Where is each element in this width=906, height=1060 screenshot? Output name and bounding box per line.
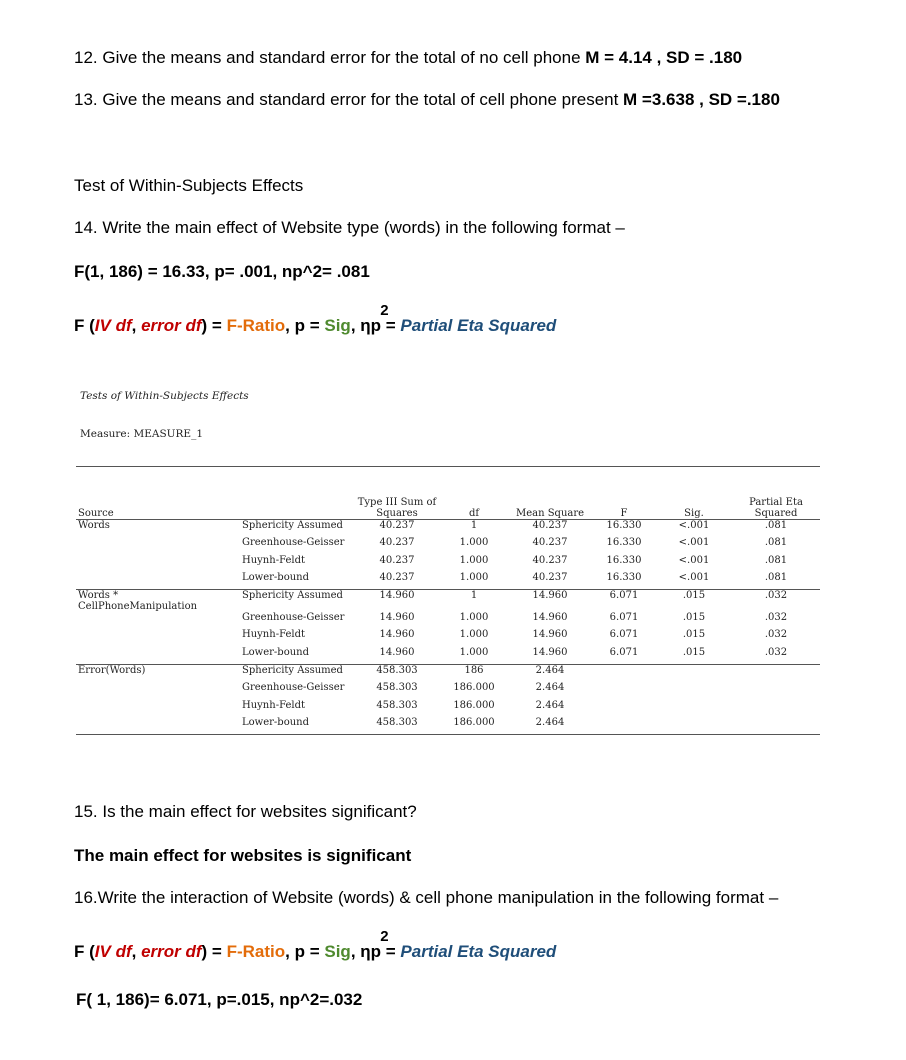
cell-sig: .015 <box>682 629 706 641</box>
cell-source <box>76 700 240 717</box>
cell-ss: 40.237 <box>379 520 415 531</box>
table-row <box>76 717 820 735</box>
cell-method: Huynh-Feldt <box>242 629 305 641</box>
question-13-answer: M =3.638 , SD =.180 <box>623 90 780 109</box>
cell-method: Lower-bound <box>240 717 354 735</box>
cell-f: 6.071 <box>609 646 639 658</box>
cell-ss: 14.960 <box>379 629 415 641</box>
cell-method: Lower-bound <box>242 646 310 658</box>
cell-method: Sphericity Assumed <box>242 520 343 531</box>
cell-sig: <.001 <box>678 571 710 583</box>
cell-partial-eta: .032 <box>764 612 788 624</box>
header-partial-eta: Partial Eta Squared <box>732 493 820 520</box>
cell-mean-square: 2.464 <box>535 682 565 694</box>
table-header-row <box>76 493 820 520</box>
format-comma: , <box>350 942 361 961</box>
format-eq: = <box>381 316 401 335</box>
format-close-eq: ) = <box>201 942 227 961</box>
table-row <box>76 682 820 699</box>
header-source: Source <box>76 493 240 520</box>
cell-method: Huynh-Feldt <box>242 699 305 711</box>
cell-f: 6.071 <box>592 590 656 613</box>
question-13-text: 13. Give the means and standard error for the total of cell phone present <box>74 90 624 109</box>
cell-sig <box>656 665 732 683</box>
cell-df: 1.000 <box>459 646 489 658</box>
cell-df: 1 <box>470 520 478 531</box>
cell-df: 186 <box>440 665 508 683</box>
cell-source <box>76 629 240 646</box>
spss-results-table <box>76 466 820 735</box>
cell-df: 186.000 <box>453 699 495 711</box>
cell-source: Error(Words) <box>76 665 240 683</box>
format-partial-eta: Partial Eta Squared <box>400 316 557 335</box>
format-comma: , <box>131 316 142 335</box>
cell-source: Words <box>78 520 110 531</box>
cell-mean-square: 2.464 <box>508 717 592 735</box>
cell-mean-square: 2.464 <box>508 665 592 683</box>
cell-sig: <.001 <box>678 537 710 549</box>
format-f-ratio: F-Ratio <box>226 942 286 961</box>
cell-mean-square: 14.960 <box>532 629 568 641</box>
cell-partial-eta: .081 <box>764 554 788 566</box>
header-df: df <box>440 493 508 520</box>
table-row <box>76 647 820 665</box>
header-ss: Type III Sum of Squares <box>354 493 440 520</box>
question-12 <box>74 48 742 68</box>
cell-partial-eta: .081 <box>764 537 788 549</box>
format-eta-superscript: 2 <box>380 302 389 319</box>
cell-ss: 40.237 <box>379 554 415 566</box>
cell-method: Lower-bound <box>242 571 310 583</box>
format-p-eq: , p = <box>285 942 325 961</box>
format-template-2 <box>74 928 557 962</box>
cell-f: 6.071 <box>609 612 639 624</box>
question-12-text: 12. Give the means and standard error for the total of no cell phone <box>74 48 586 67</box>
format-iv-df: IV df <box>94 942 132 961</box>
cell-partial-eta: .032 <box>764 646 788 658</box>
table-row <box>76 555 820 572</box>
cell-source: Words * CellPhoneManipulation <box>76 590 240 613</box>
table-top-rule <box>76 467 820 494</box>
cell-sig <box>656 717 732 735</box>
format-eta-superscript: 2 <box>380 928 389 945</box>
question-13 <box>74 90 780 110</box>
table-row <box>76 572 820 590</box>
cell-method: Huynh-Feldt <box>242 554 305 566</box>
table-row <box>76 520 820 538</box>
cell-f: 16.330 <box>606 554 642 566</box>
format-p-eq: , p = <box>285 316 325 335</box>
table-row <box>76 629 820 646</box>
cell-ss: 14.960 <box>379 646 415 658</box>
cell-mean-square: 40.237 <box>532 571 568 583</box>
question-15-answer: The main effect for websites is significant <box>74 846 412 865</box>
cell-source <box>76 612 240 629</box>
cell-f <box>592 717 656 735</box>
cell-source <box>76 555 240 572</box>
spss-measure-label: Measure: MEASURE_1 <box>80 428 204 440</box>
cell-df: 1 <box>440 590 508 613</box>
cell-partial-eta <box>732 717 820 735</box>
cell-source <box>76 647 240 665</box>
cell-df: 186.000 <box>453 682 495 694</box>
format-comma: , <box>350 316 361 335</box>
format-sig: Sig <box>324 316 351 335</box>
cell-sig: <.001 <box>678 520 710 531</box>
cell-mean-square: 14.960 <box>532 612 568 624</box>
format-eta <box>360 928 389 962</box>
cell-ss: 458.303 <box>376 699 418 711</box>
format-eta-symbol: ηp <box>360 942 382 961</box>
question-16-answer: F( 1, 186)= 6.071, p=.015, np^2=.032 <box>76 990 363 1009</box>
cell-partial-eta <box>732 665 820 683</box>
cell-sig <box>656 700 732 717</box>
cell-ss: 40.237 <box>379 537 415 549</box>
cell-f: 16.330 <box>606 571 642 583</box>
cell-ss: 458.303 <box>376 682 418 694</box>
cell-df: 186.000 <box>440 717 508 735</box>
cell-ss: 458.303 <box>354 665 440 683</box>
cell-partial-eta: .032 <box>764 629 788 641</box>
cell-source <box>76 572 240 590</box>
table-row <box>76 537 820 554</box>
cell-partial-eta: .081 <box>764 571 788 583</box>
cell-source <box>76 682 240 699</box>
table-row <box>76 665 820 683</box>
cell-ss: 40.237 <box>379 571 415 583</box>
cell-sig: <.001 <box>678 554 710 566</box>
table-row <box>76 612 820 629</box>
cell-method: Greenhouse-Geisser <box>242 682 345 694</box>
cell-mean-square: 40.237 <box>532 520 568 531</box>
cell-f <box>592 665 656 683</box>
format-eta-symbol: ηp <box>360 316 382 335</box>
cell-method: Sphericity Assumed <box>240 590 354 613</box>
cell-partial-eta <box>732 700 820 717</box>
cell-source <box>76 717 240 735</box>
format-eta <box>360 302 389 336</box>
cell-mean-square: 14.960 <box>508 590 592 613</box>
cell-partial-eta <box>732 682 820 699</box>
cell-mean-square: 40.237 <box>532 554 568 566</box>
format-template-1 <box>74 302 557 336</box>
format-sig: Sig <box>324 942 351 961</box>
cell-method: Sphericity Assumed <box>240 665 354 683</box>
question-14-answer: F(1, 186) = 16.33, p= .001, np^2= .081 <box>74 262 370 281</box>
cell-f <box>592 682 656 699</box>
format-eq: = <box>381 942 401 961</box>
cell-df: 1.000 <box>459 612 489 624</box>
question-14-text: 14. Write the main effect of Website type (words) in the following format – <box>74 218 625 237</box>
cell-mean-square: 40.237 <box>532 537 568 549</box>
format-f-open: F ( <box>74 942 95 961</box>
format-f-open: F ( <box>74 316 95 335</box>
format-iv-df: IV df <box>94 316 132 335</box>
format-comma: , <box>131 942 142 961</box>
table-row <box>76 700 820 717</box>
cell-ss: 458.303 <box>354 717 440 735</box>
question-12-answer: M = 4.14 , SD = .180 <box>585 48 743 67</box>
format-f-ratio: F-Ratio <box>226 316 286 335</box>
cell-df: 1.000 <box>459 537 489 549</box>
cell-df: 1.000 <box>459 554 489 566</box>
question-15-text: 15. Is the main effect for websites significant? <box>74 802 417 821</box>
cell-ss: 14.960 <box>354 590 440 613</box>
cell-f: 16.330 <box>606 537 642 549</box>
cell-f: 6.071 <box>609 629 639 641</box>
cell-sig: .015 <box>656 590 732 613</box>
format-error-df: error df <box>141 316 202 335</box>
table-row <box>76 590 820 613</box>
cell-mean-square: 2.464 <box>535 699 565 711</box>
cell-partial-eta: .032 <box>732 590 820 613</box>
cell-source <box>76 537 240 554</box>
table-body <box>76 520 820 735</box>
question-16-text: 16.Write the interaction of Website (words) & cell phone manipulation in the following format – <box>74 888 779 907</box>
section-title: Test of Within-Subjects Effects <box>74 176 304 195</box>
cell-f: 16.330 <box>606 520 642 531</box>
spss-table-title: Tests of Within-Subjects Effects <box>80 390 249 402</box>
cell-method: Greenhouse-Geisser <box>242 612 345 624</box>
header-sig: Sig. <box>656 493 732 520</box>
cell-f <box>592 700 656 717</box>
cell-df: 1.000 <box>459 629 489 641</box>
format-close-eq: ) = <box>201 316 227 335</box>
header-f: F <box>592 493 656 520</box>
cell-sig: .015 <box>682 612 706 624</box>
header-mean-square: Mean Square <box>508 493 592 520</box>
cell-mean-square: 14.960 <box>532 646 568 658</box>
cell-ss: 14.960 <box>379 612 415 624</box>
cell-partial-eta: .081 <box>764 520 788 531</box>
format-partial-eta: Partial Eta Squared <box>400 942 557 961</box>
cell-sig: .015 <box>682 646 706 658</box>
cell-df: 1.000 <box>459 571 489 583</box>
format-error-df: error df <box>141 942 202 961</box>
cell-method: Greenhouse-Geisser <box>242 537 345 549</box>
cell-sig <box>656 682 732 699</box>
